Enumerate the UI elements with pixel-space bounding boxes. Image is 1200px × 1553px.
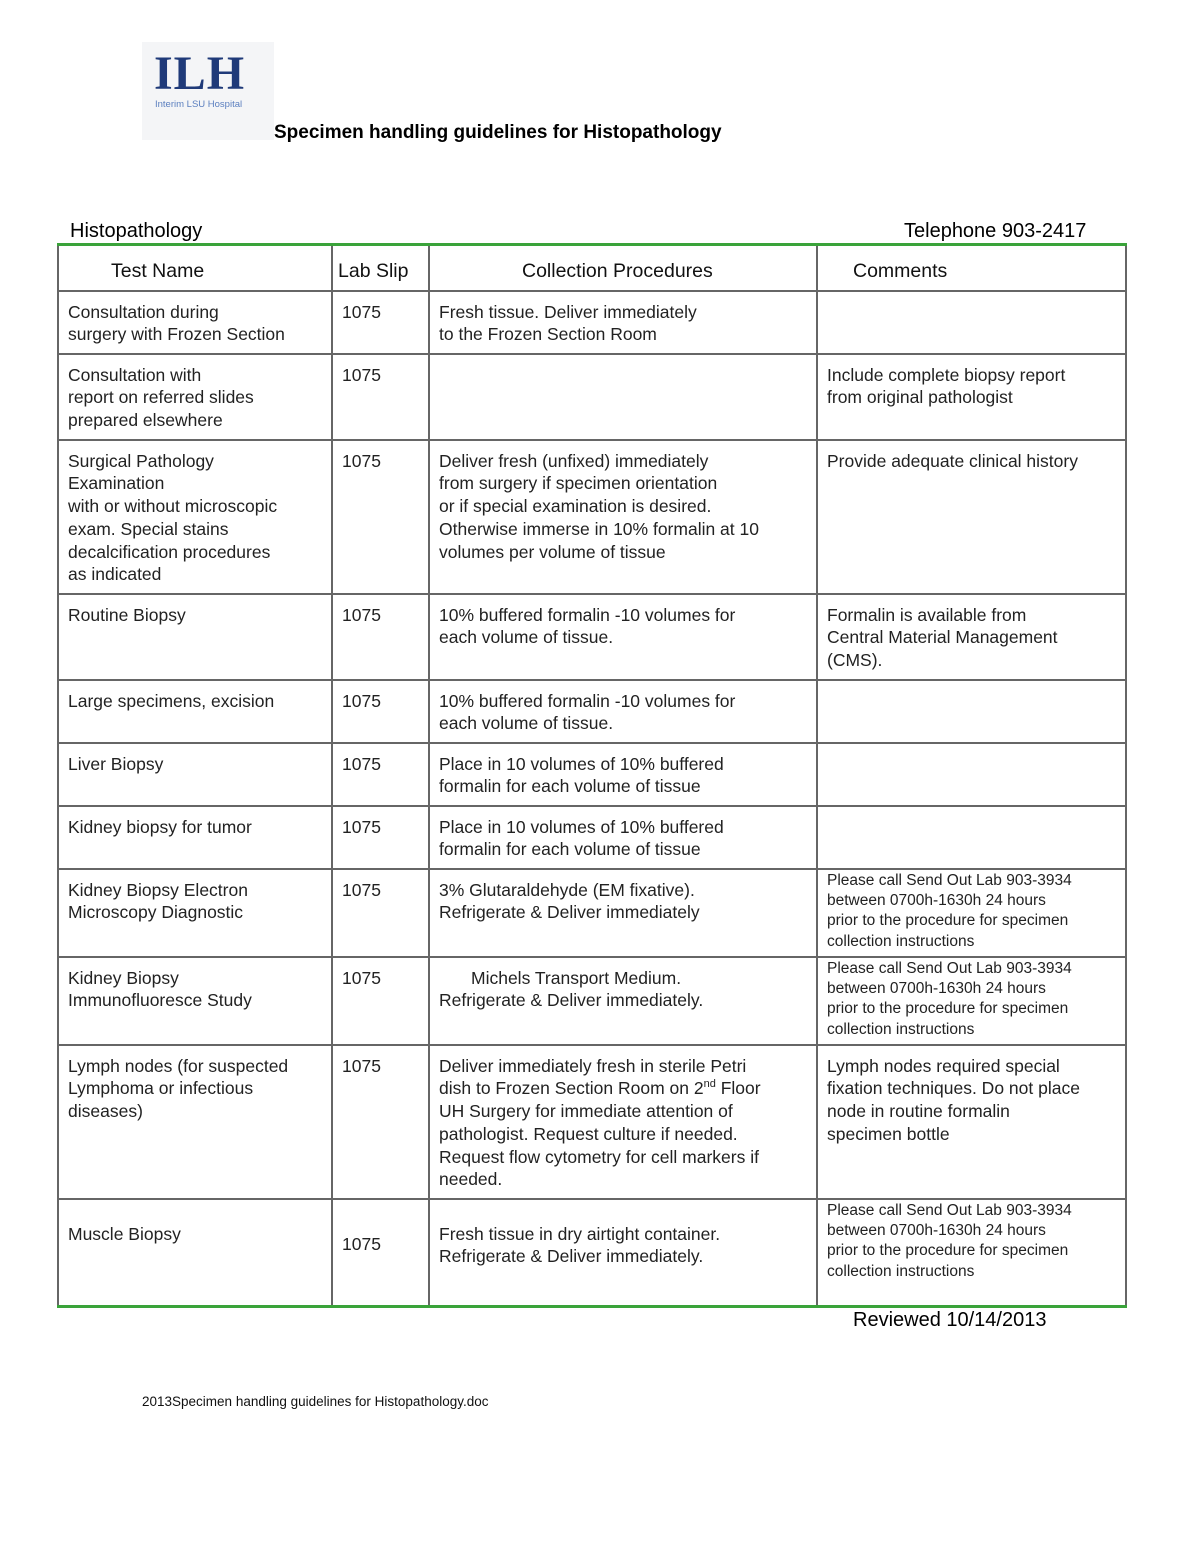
test-name-cell: Consultation during surgery with Frozen Section — [58, 291, 332, 354]
procedure-cell: Deliver fresh (unfixed) immediately from surgery if specimen orientation or if special examination is desired. Otherwise immerse in 10% formalin at 10 volumes per volume of tissue — [429, 440, 817, 594]
table-row — [58, 594, 1126, 680]
test-name-cell: Routine Biopsy — [58, 594, 332, 680]
table-row — [58, 957, 1126, 1045]
test-name-cell: Lymph nodes (for suspected Lymphoma or infectious diseases) — [58, 1045, 332, 1199]
comment-cell — [817, 743, 1126, 806]
logo-mark: ILH — [154, 47, 246, 100]
procedure-cell: 10% buffered formalin -10 volumes for each volume of tissue. — [429, 680, 817, 743]
test-name-cell: Kidney Biopsy Immunofluoresce Study — [58, 957, 332, 1045]
test-name-cell: Kidney biopsy for tumor — [58, 806, 332, 869]
table-row — [58, 743, 1126, 806]
column-header-lab-slip: Lab Slip — [332, 245, 429, 291]
comment-cell — [817, 806, 1126, 869]
guidelines-table — [57, 243, 1127, 1308]
lab-slip-cell: 1075 — [332, 957, 429, 1045]
comment-cell: Please call Send Out Lab 903-3934 between 0700h-1630h 24 hours prior to the procedure for specimen collection instructions — [817, 1199, 1126, 1307]
test-name-cell: Surgical Pathology Examination with or without microscopic exam. Special stains decalcification procedures as indicated — [58, 440, 332, 594]
procedure-line: Michels Transport Medium. — [471, 967, 682, 988]
procedure-cell — [429, 354, 817, 440]
telephone-label: Telephone 903-2417 — [904, 220, 1087, 242]
table-row — [58, 354, 1126, 440]
procedure-cell — [429, 957, 817, 1045]
column-header-comments: Comments — [817, 245, 1126, 291]
lab-slip-cell: 1075 — [332, 1199, 429, 1307]
lab-slip-cell: 1075 — [332, 743, 429, 806]
table-row — [58, 680, 1126, 743]
logo-subtitle: Interim LSU Hospital — [155, 99, 243, 110]
comment-cell: Provide adequate clinical history — [817, 440, 1126, 594]
test-name-cell: Large specimens, excision — [58, 680, 332, 743]
comment-cell — [817, 680, 1126, 743]
procedure-text: Deliver immediately fresh in sterile Petri dish to Frozen Section Room on 2 — [439, 1055, 747, 1099]
lab-slip-cell: 1075 — [332, 354, 429, 440]
lab-slip-cell: 1075 — [332, 440, 429, 594]
footer-filename: 2013Specimen handling guidelines for Histopathology.doc — [142, 1394, 489, 1409]
lab-slip-cell: 1075 — [332, 1045, 429, 1199]
procedure-line: Refrigerate & Deliver immediately. — [439, 990, 704, 1011]
reviewed-date: Reviewed 10/14/2013 — [853, 1309, 1047, 1331]
ordinal-suffix: nd — [703, 1078, 716, 1091]
comment-cell: Please call Send Out Lab 903-3934 between 0700h-1630h 24 hours prior to the procedure for specimen collection instructions — [817, 869, 1126, 957]
comment-cell: Please call Send Out Lab 903-3934 between 0700h-1630h 24 hours prior to the procedure for specimen collection instructions — [817, 957, 1126, 1045]
table-row — [58, 1199, 1126, 1307]
lab-slip-cell: 1075 — [332, 869, 429, 957]
test-name-cell: Liver Biopsy — [58, 743, 332, 806]
department-label: Histopathology — [70, 220, 203, 242]
procedure-cell: Fresh tissue. Deliver immediately to the Frozen Section Room — [429, 291, 817, 354]
column-header-collection-procedures: Collection Procedures — [429, 245, 817, 291]
comment-cell: Lymph nodes required special fixation techniques. Do not place node in routine formalin specimen bottle — [817, 1045, 1126, 1199]
table-header-row — [58, 245, 1126, 291]
procedure-cell: 10% buffered formalin -10 volumes for each volume of tissue. — [429, 594, 817, 680]
procedure-cell: Fresh tissue in dry airtight container. Refrigerate & Deliver immediately. — [429, 1199, 817, 1307]
table-row — [58, 806, 1126, 869]
comment-cell: Formalin is available from Central Material Management (CMS). — [817, 594, 1126, 680]
table-row — [58, 291, 1126, 354]
lab-slip-cell: 1075 — [332, 594, 429, 680]
test-name-cell: Kidney Biopsy Electron Microscopy Diagnostic — [58, 869, 332, 957]
table-row — [58, 1045, 1126, 1199]
comment-cell: Include complete biopsy report from original pathologist — [817, 354, 1126, 440]
lab-slip-cell: 1075 — [332, 680, 429, 743]
column-header-test-name: Test Name — [58, 245, 332, 291]
document-title: Specimen handling guidelines for Histopathology — [274, 122, 722, 143]
table-row — [58, 869, 1126, 957]
procedure-cell — [429, 1045, 817, 1199]
procedure-cell: Place in 10 volumes of 10% buffered formalin for each volume of tissue — [429, 806, 817, 869]
lab-slip-cell: 1075 — [332, 291, 429, 354]
procedure-text: Floor UH Surgery for immediate attention of pathologist. Request culture if needed. Request flow cytometry for cell markers if needed. — [439, 1078, 761, 1190]
comment-cell — [817, 291, 1126, 354]
hospital-logo — [142, 42, 274, 140]
procedure-cell: Place in 10 volumes of 10% buffered formalin for each volume of tissue — [429, 743, 817, 806]
test-name-cell: Muscle Biopsy — [58, 1199, 332, 1307]
lab-slip-cell: 1075 — [332, 806, 429, 869]
table-row — [58, 440, 1126, 594]
procedure-cell: 3% Glutaraldehyde (EM fixative). Refrigerate & Deliver immediately — [429, 869, 817, 957]
test-name-cell: Consultation with report on referred slides prepared elsewhere — [58, 354, 332, 440]
